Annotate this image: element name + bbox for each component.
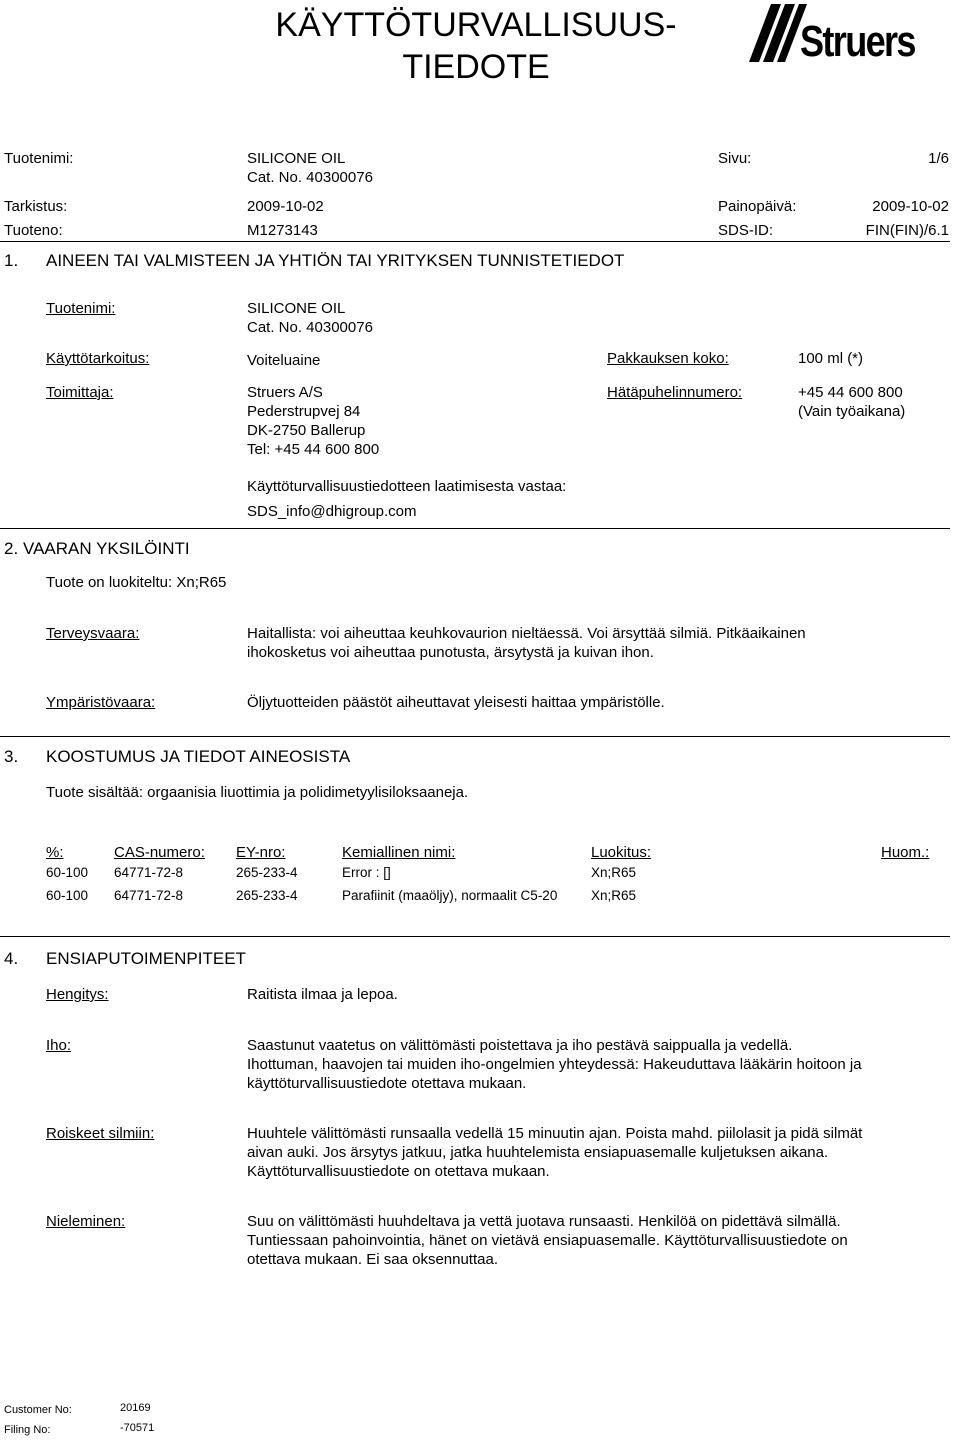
section2-divider: [0, 736, 950, 737]
s4-ingest-label: Nieleminen:: [46, 1213, 126, 1230]
section1-number: 1.: [4, 251, 19, 270]
footer-customer-label: Customer No:: [4, 1404, 72, 1416]
meta-product-name: SILICONE OIL: [247, 150, 346, 167]
table-cell: Xn;R65: [591, 865, 637, 880]
s4-ingest-line2: Tuntiessaan pahoinvointia, hänet on vietävä ensiapuasemalle. Käyttöturvallisuustiedote on: [247, 1232, 848, 1249]
table-cell: 60-100: [46, 865, 89, 880]
table-header-classification: Luokitus:: [591, 844, 652, 861]
s1-supplier-line3: DK-2750 Ballerup: [247, 422, 366, 439]
meta-divider: [0, 241, 950, 242]
table-header-note: Huom.:: [881, 844, 930, 861]
s4-eyes-line1: Huuhtele välittömästi runsaalla vedellä 15 minuutin ajan. Poista mahd. piilolasit ja pidä silmät: [247, 1125, 863, 1142]
section3-number: 3.: [4, 747, 19, 766]
table-cell: 64771-72-8: [114, 888, 184, 903]
s4-breath-line1: Raitista ilmaa ja lepoa.: [247, 986, 398, 1003]
meta-revision-label: Tarkistus:: [4, 198, 68, 215]
section1-title: AINEEN TAI VALMISTEEN JA YHTIÖN TAI YRITYKSEN TUNNISTETIEDOT: [46, 251, 625, 270]
meta-page-label: Sivu:: [718, 150, 752, 167]
s3-intro: Tuote sisältää: orgaanisia liuottimia ja polidimetyylisiloksaaneja.: [46, 784, 469, 801]
table-header-ec: EY-nro:: [236, 844, 286, 861]
table-cell: Error : []: [342, 865, 391, 880]
table-cell: Xn;R65: [591, 888, 637, 903]
meta-product-label: Tuotenimi:: [4, 150, 74, 167]
document-title-line2: TIEDOTE: [402, 48, 550, 86]
s1-emergency-line1: +45 44 600 800: [798, 384, 903, 401]
footer-customer-value: 20169: [120, 1402, 151, 1414]
s4-ingest-line1: Suu on välittömästi huuhdeltava ja vettä juotava runsaasti. Henkilöä on pidettävä silmällä.: [247, 1213, 841, 1230]
meta-product-no-label: Tuoteno:: [4, 222, 63, 239]
meta-sds-value: FIN(FIN)/6.1: [865, 222, 949, 239]
s1-emergency-label: Hätäpuhelinnumero:: [607, 384, 743, 401]
meta-print-value: 2009-10-02: [872, 198, 949, 215]
s2-classified: Tuote on luokiteltu: Xn;R65: [46, 574, 227, 591]
s4-skin-label: Iho:: [46, 1037, 72, 1054]
meta-revision-value: 2009-10-02: [247, 198, 324, 215]
s2-health-line2: ihokosketus voi aiheuttaa punotusta, ärsytystä ja kuivan ihon.: [247, 644, 654, 661]
meta-print-label: Painopäivä:: [718, 198, 797, 215]
section3-title: KOOSTUMUS JA TIEDOT AINEOSISTA: [46, 747, 351, 766]
table-header-chemical-name: Kemiallinen nimi:: [342, 844, 456, 861]
s1-supplier-line2: Pederstrupvej 84: [247, 403, 361, 420]
s4-skin-line2: Ihottuman, haavojen tai muiden iho-ongelmien yhteydessä: Hakeuduttava lääkärin hoitoon ja: [247, 1056, 862, 1073]
s1-product-name: SILICONE OIL: [247, 300, 346, 317]
logo-wordmark: Struers: [800, 17, 915, 66]
s4-skin-line3: käyttöturvallisuustiedote otettava mukaan.: [247, 1075, 527, 1092]
table-cell: Parafiinit (maaöljy), normaalit C5-20: [342, 888, 558, 903]
s2-health-label: Terveysvaara:: [46, 625, 140, 642]
document-title: [268, 4, 684, 88]
table-header-percent: %:: [46, 844, 64, 861]
s1-use-value: Voiteluaine: [247, 352, 321, 369]
table-header-cas: CAS-numero:: [114, 844, 205, 861]
meta-sds-label: SDS-ID:: [718, 222, 774, 239]
section4-number: 4.: [4, 949, 19, 968]
s1-emergency-line2: (Vain työaikana): [798, 403, 906, 420]
s1-use-label: Käyttötarkoitus:: [46, 350, 150, 367]
s4-eyes-line2: aivan auki. Jos ärsytys jatkuu, jatka huuhtelemista ensiapuasemalle kuljetuksen aikana.: [247, 1144, 829, 1161]
s4-skin-line1: Saastunut vaatetus on välittömästi poistettava ja iho pestävä saippualla ja vedellä.: [247, 1037, 793, 1054]
s1-responsible-email[interactable]: SDS_info@dhigroup.com: [247, 503, 417, 520]
s4-ingest-line3: otettava mukaan. Ei saa oksennuttaa.: [247, 1251, 498, 1268]
s1-pack-value: 100 ml (*): [798, 350, 864, 367]
section4-title: ENSIAPUTOIMENPITEET: [46, 949, 246, 968]
section2-number: 2.: [4, 539, 19, 558]
s4-eyes-line3: Käyttöturvallisuustiedote on otettava mukaan.: [247, 1163, 550, 1180]
s4-breath-label: Hengitys:: [46, 986, 109, 1003]
s2-health-line1: Haitallista: voi aiheuttaa keuhkovaurion nieltäessä. Voi ärsyttää silmiä. Pitkäaikainen: [247, 625, 806, 642]
section3-divider: [0, 936, 950, 937]
footer-filing-value: -70571: [120, 1422, 155, 1434]
section2-title: VAARAN YKSILÖINTI: [23, 539, 190, 558]
s2-env-label: Ympäristövaara:: [46, 694, 156, 711]
table-cell: 64771-72-8: [114, 865, 184, 880]
s1-responsible-label: Käyttöturvallisuustiedotteen laatimisesta vastaa:: [247, 478, 567, 495]
document-title-line1: KÄYTTÖTURVALLISUUS-: [275, 6, 677, 44]
s1-product-label: Tuotenimi:: [46, 300, 116, 317]
s2-env-value: Öljytuotteiden päästöt aiheuttavat yleisesti haittaa ympäristölle.: [247, 694, 665, 711]
table-cell: 265-233-4: [236, 865, 298, 880]
s1-supplier-line1: Struers A/S: [247, 384, 323, 401]
table-cell: 265-233-4: [236, 888, 298, 903]
section1-divider: [0, 528, 950, 529]
table-cell: 60-100: [46, 888, 89, 903]
meta-product-cat: Cat. No. 40300076: [247, 169, 373, 186]
s1-supplier-label: Toimittaja:: [46, 384, 114, 401]
s1-pack-label: Pakkauksen koko:: [607, 350, 729, 367]
s4-eyes-label: Roiskeet silmiin:: [46, 1125, 155, 1142]
meta-product-no-value: M1273143: [247, 222, 318, 239]
s1-supplier-line4: Tel: +45 44 600 800: [247, 441, 380, 458]
footer-filing-label: Filing No:: [4, 1424, 51, 1436]
meta-page-value: 1/6: [928, 150, 949, 167]
s1-product-cat: Cat. No. 40300076: [247, 319, 373, 336]
